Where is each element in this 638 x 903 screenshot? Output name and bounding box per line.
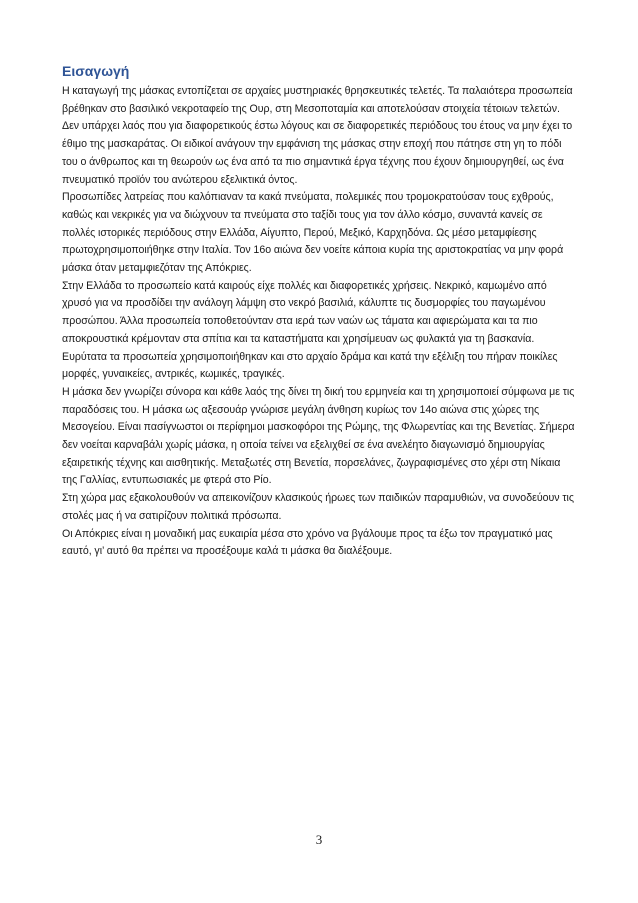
paragraph-origin: Η καταγωγή της μάσκας εντοπίζεται σε αρχαίες μυστηριακές θρησκευτικές τελετές. Τα παλαιότερα προσωπεία βρέθηκαν στο βασιλικό νεκροταφείο της Ουρ, στη Μεσοποταμία και αποτελούσαν στοιχεία τέτοιων τελετών.	[62, 85, 573, 115]
paragraph-custom: Δεν υπάρχει λαός που για διαφορετικούς έστω λόγους και σε διαφορετικές περιόδους του έτους να μην έχει το έθιμο της μασκαράτας. Οι ειδικοί ανάγουν την εμφάνιση της μάσκας στην εποχή που πάτησε στη γη το πόδι του ο άνθρωπος και τη θεωρούν ως ένα από τα πιο σημαντικά έργα τέχνης που έχουν δημιουργηθεί, ως ένα πνευματικό προϊόν του ανώτερου εξελικτικά όντος.	[62, 120, 573, 186]
paragraph-carnival: Οι Απόκριες είναι η μοναδική μας ευκαιρία μέσα στο χρόνο να βγάλουμε προς τα έξω τον πραγματικό μας εαυτό, γι’ αυτό θα πρέπει να προσέξουμε καλά τι μάσκα θα διαλέξουμε.	[62, 527, 553, 558]
paragraph-no-borders: Η μάσκα δεν γνωρίζει σύνορα και κάθε λαός της δίνει τη δική του ερμηνεία και τη χρησιμοποιεί σύμφωνα με τις παραδόσεις του. Η μάσκα ως αξεσουάρ γνώρισε μεγάλη άνθηση κυρίως τον 14ο αιώνα στις χώρες της Μεσογείου. Είναι πασίγνωστοι οι περίφημοι μασκοφόροι της Ρώμης, της Φλωρεντίας και της Βενετίας. Σήμερα δεν νοείται καρναβάλι χωρίς μάσκα, η οποία τείνει να εξελιχθεί σε ένα ανελέητο διαγωνισμό δημιουργίας εξαιρετικής τέχνης και αισθητικής. Μεταξωτές στη Βενετία, πορσελάνες, ζωγραφισμένες στο χέρι στη Νίκαια της Γαλλίας, εντυπωσιακές με φτερά στο Ρίο.	[62, 385, 575, 487]
page-number: 3	[315, 832, 323, 847]
paragraph-masks-types: Προσωπίδες λατρείας που καλόπιαναν τα κακά πνεύματα, πολεμικές που τρομοκρατούσαν τους εχθρούς, καθώς και νεκρικές για να διώχνουν τα πνεύματα στο ταξίδι τους για τον άλλο κόσμο, συναντά κανείς σε πολλές ιστορικές περιόδους στην Ελλάδα, Αίγυπτο, Περού, Μεξικό, Καρχηδόνα. Ως μέσο μεταμφίεσης πρωτοχρησιμοποιήθηκε στην Ιταλία. Τον 16ο αιώνα δεν νοείτε κάποια κυρία της αριστοκρατίας να μην φορά μάσκα όταν μεταμφιεζόταν της Απόκριες.	[62, 191, 564, 275]
section-heading: Εισαγωγή	[62, 63, 130, 79]
paragraph-greece: Στην Ελλάδα το προσωπείο κατά καιρούς είχε πολλές και διαφορετικές χρήσεις. Νεκρικό, καμωμένο από χρυσό για να προσδίδει την ανάλογη λάμψη στο νεκρό βασιλιά, κάλυπτε τις δυσμορφίες του παγωμένου προσώπου. Άλλα προσωπεία τοποθετούνταν στα ιερά των ναών ως τάματα και αφιερώματα και τα πιο αποκρουστικά κρέμονταν στα σπίτια και τα καταστήματα και χρησίμευαν ως φυλακτά για τη βασκανία. Ευρύτατα τα προσωπεία χρησιμοποιήθηκαν και στο αρχαίο δράμα και κατά την εξέλιξη του πήραν ποικίλες μορφές, γυναικείες, αντρικές, κωμικές, τραγικές.	[62, 279, 558, 381]
document-body	[62, 62, 576, 561]
paragraph-our-country: Στη χώρα μας εξακολουθούν να απεικονίζουν κλασικούς ήρωες των παιδικών παραμυθιών, να συνοδεύουν τις στολές μας ή να σατιρίζουν πολιτικά πρόσωπα.	[62, 492, 574, 522]
